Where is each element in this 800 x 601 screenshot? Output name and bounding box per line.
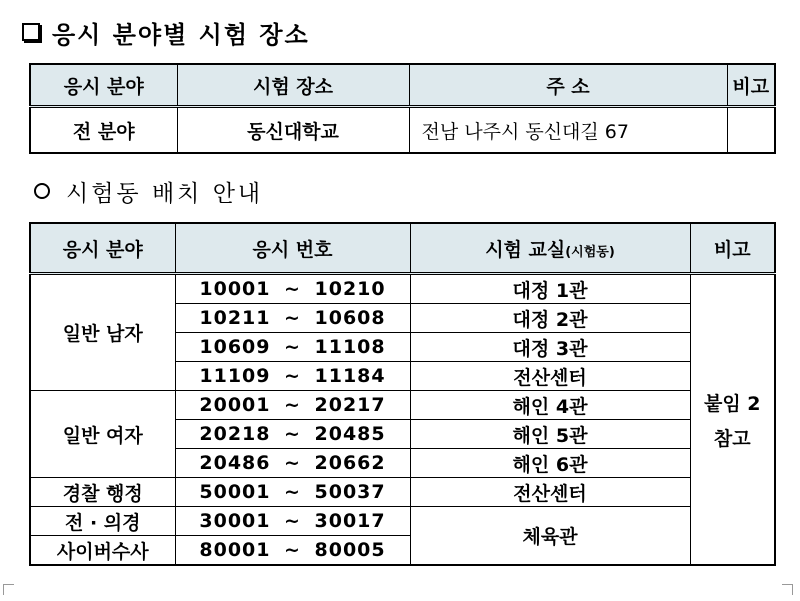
range-from: 50001 — [199, 481, 271, 503]
venue-table-header — [30, 64, 775, 107]
range-from: 20218 — [199, 423, 271, 445]
range-to: 20485 — [314, 423, 386, 445]
range-from: 11109 — [199, 365, 271, 387]
circle-bullet-icon — [34, 183, 50, 199]
room-cell: 체육관 — [410, 507, 690, 566]
room-cell: 대정 3관 — [410, 333, 690, 362]
room-cell: 대정 2관 — [410, 304, 690, 333]
range-from: 10001 — [199, 278, 271, 300]
number-range — [175, 536, 410, 566]
number-range — [175, 304, 410, 333]
header-field: 응시 분야 — [30, 223, 175, 274]
checkbox-icon — [22, 23, 40, 41]
note-cell — [690, 274, 775, 566]
number-range — [175, 507, 410, 536]
range-to: 30017 — [314, 510, 386, 532]
group-female: 일반 여자 — [30, 391, 175, 478]
group-former: 전 · 의경 — [30, 507, 175, 536]
range-from: 10211 — [199, 307, 271, 329]
range-sep: ~ — [284, 510, 301, 532]
range-sep: ~ — [284, 278, 301, 300]
range-sep: ~ — [284, 365, 301, 387]
venue-table — [29, 63, 776, 154]
header-room-main: 시험 교실 — [485, 238, 566, 261]
cell-field: 전 분야 — [30, 107, 177, 154]
room-cell: 대정 1관 — [410, 274, 690, 304]
number-range — [175, 333, 410, 362]
page-heading — [22, 14, 310, 50]
room-cell: 해인 6관 — [410, 449, 690, 478]
number-range — [175, 391, 410, 420]
number-range — [175, 420, 410, 449]
group-male: 일반 남자 — [30, 274, 175, 391]
number-range — [175, 449, 410, 478]
range-to: 20662 — [314, 452, 386, 474]
page-title: 응시 분야별 시험 장소 — [52, 20, 310, 49]
page-corner-mark — [782, 584, 793, 595]
range-sep: ~ — [284, 336, 301, 358]
range-to: 10608 — [314, 307, 386, 329]
section-title: 시험동 배치 안내 — [66, 180, 264, 207]
range-sep: ~ — [284, 394, 301, 416]
room-cell: 해인 5관 — [410, 420, 690, 449]
number-range — [175, 274, 410, 304]
header-note: 비고 — [727, 64, 775, 107]
range-sep: ~ — [284, 423, 301, 445]
range-to: 50037 — [314, 481, 386, 503]
table-row — [30, 478, 775, 507]
range-to: 80005 — [314, 539, 386, 561]
header-field: 응시 분야 — [30, 64, 177, 107]
range-to: 11108 — [314, 336, 386, 358]
group-police: 경찰 행정 — [30, 478, 175, 507]
table-row — [30, 507, 775, 536]
number-range — [175, 478, 410, 507]
venue-table-row — [30, 107, 775, 154]
cell-note — [727, 107, 775, 154]
room-table-header — [30, 223, 775, 274]
note-line-2: 참고 — [713, 427, 751, 450]
range-sep: ~ — [284, 481, 301, 503]
table-row — [30, 274, 775, 304]
range-from: 30001 — [199, 510, 271, 532]
range-to: 11184 — [314, 365, 386, 387]
room-assignment-table — [29, 222, 776, 566]
room-cell: 전산센터 — [410, 478, 690, 507]
header-room-sub: (시험동) — [565, 244, 615, 260]
note-line-1: 붙임 2 — [703, 392, 761, 415]
range-to: 10210 — [314, 278, 386, 300]
section-heading — [34, 176, 263, 206]
header-note: 비고 — [690, 223, 775, 274]
group-cyber: 사이버수사 — [30, 536, 175, 566]
number-range — [175, 362, 410, 391]
range-from: 80001 — [199, 539, 271, 561]
room-cell: 전산센터 — [410, 362, 690, 391]
header-room — [410, 223, 690, 274]
range-sep: ~ — [284, 539, 301, 561]
range-from: 20486 — [199, 452, 271, 474]
header-address: 주 소 — [409, 64, 727, 107]
range-from: 20001 — [199, 394, 271, 416]
range-to: 20217 — [314, 394, 386, 416]
range-sep: ~ — [284, 307, 301, 329]
range-from: 10609 — [199, 336, 271, 358]
table-row — [30, 391, 775, 420]
cell-venue: 동신대학교 — [177, 107, 409, 154]
header-venue: 시험 장소 — [177, 64, 409, 107]
range-sep: ~ — [284, 452, 301, 474]
cell-address: 전남 나주시 동신대길 67 — [409, 107, 727, 154]
page-corner-mark — [3, 584, 14, 595]
header-number: 응시 번호 — [175, 223, 410, 274]
room-cell: 해인 4관 — [410, 391, 690, 420]
